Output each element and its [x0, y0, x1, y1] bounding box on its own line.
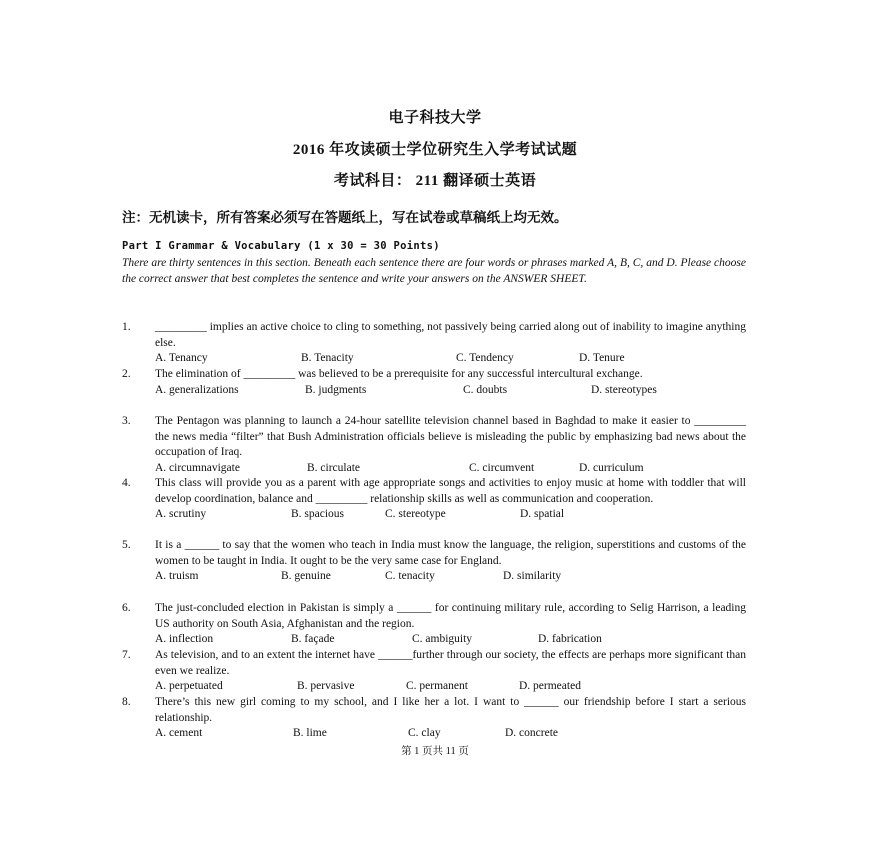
question-options — [155, 461, 746, 477]
option-c: C. tenacity — [385, 570, 435, 583]
option-d: D. curriculum — [579, 461, 644, 474]
question-number: 6. — [122, 602, 131, 614]
question-number: 5. — [122, 539, 131, 551]
question-stem: The Pentagon was planning to launch a 24-hour satellite television channel based in Baghdad to make it easier to _________ the news media “filter” that Bush Administration officials believe is misleading the public by emphasizing bad news about the occupation of Iraq. — [155, 415, 746, 459]
exam-notice: 注：无机读卡，所有答案必须写在答题纸上，写在试卷或草稿纸上均无效。 — [122, 210, 568, 225]
option-a: A. generalizations — [155, 383, 239, 396]
question-stem: The just-concluded election in Pakistan is simply a ______ for continuing military rule, according to Selig Harrison, a leading US authority on South Asia, Afghanistan and the region. — [155, 602, 746, 630]
question-stem: As television, and to an extent the internet have ______further through our society, the effects are perhaps more significant than even we realize. — [155, 649, 746, 677]
part-instructions: There are thirty sentences in this section. Beneath each sentence there are four words or phrases marked A, B, C, and D. Please choose the correct answer that best completes the sentence and write your answers on the ANSWER SHEET. — [122, 257, 746, 285]
question-stem: This class will provide you as a parent with age appropriate songs and activities to enjoy music at home with toddler that will develop coordination, balance and _________ relationship skills as well as communication and cooperation. — [155, 477, 746, 505]
question-options — [155, 569, 746, 585]
question-number: 4. — [122, 477, 131, 489]
question-7 — [122, 648, 746, 695]
question-stem: The elimination of _________ was believed to be a prerequisite for any successful intercultural exchange. — [155, 368, 643, 380]
option-b: B. lime — [293, 727, 327, 740]
question-options — [155, 507, 746, 523]
option-d: D. stereotypes — [591, 383, 657, 396]
option-a: A. circumnavigate — [155, 461, 240, 474]
option-c: C. clay — [408, 727, 441, 740]
question-stem: It is a ______ to say that the women who teach in India must know the language, the religion, superstitions and customs of the women to be taught in India. It ought to be the very same case for England. — [155, 539, 746, 567]
question-6 — [122, 601, 746, 648]
question-number: 1. — [122, 321, 131, 333]
question-stem: _________ implies an active choice to cling to something, not passively being carried along out of inability to imagine anything else. — [155, 321, 746, 349]
option-a: A. perpetuated — [155, 680, 223, 693]
exam-title: 2016 年攻读硕士学位研究生入学考试试题 — [292, 142, 578, 158]
option-d: D. similarity — [503, 570, 562, 583]
option-a: A. Tenancy — [155, 352, 208, 365]
option-c: C. permanent — [406, 680, 468, 693]
question-options — [155, 351, 746, 367]
question-number: 3. — [122, 415, 131, 427]
option-d: D. permeated — [519, 680, 581, 693]
option-d: D. fabrication — [538, 633, 602, 646]
page-footer: 第 1 页共 11 页 — [401, 746, 469, 757]
question-options — [155, 679, 746, 695]
option-c: C. Tendency — [456, 352, 514, 365]
option-d: D. concrete — [505, 727, 558, 740]
university-title: 电子科技大学 — [388, 110, 482, 126]
question-number: 7. — [122, 649, 131, 661]
option-b: B. judgments — [305, 383, 367, 396]
question-options — [155, 383, 746, 399]
option-b: B. circulate — [307, 461, 361, 474]
question-options — [155, 632, 746, 648]
question-options — [155, 726, 746, 742]
option-c: C. doubts — [463, 383, 508, 396]
option-b: B. Tenacity — [301, 352, 354, 365]
exam-subject: 考试科目： 211 翻译硕士英语 — [333, 173, 537, 189]
option-a: A. truism — [155, 570, 199, 583]
option-a: A. cement — [155, 727, 203, 740]
option-d: D. Tenure — [579, 352, 625, 365]
option-b: B. pervasive — [297, 680, 355, 693]
question-5 — [122, 538, 746, 585]
question-2 — [122, 367, 746, 398]
question-1 — [122, 320, 746, 367]
question-number: 8. — [122, 696, 131, 708]
option-c: C. circumvent — [469, 461, 535, 474]
option-d: D. spatial — [520, 508, 565, 521]
question-4 — [122, 476, 746, 523]
option-b: B. genuine — [281, 570, 331, 583]
part-heading: Part I Grammar & Vocabulary (1 x 30 = 30 Points) — [122, 240, 440, 252]
question-stem: There’s this new girl coming to my school, and I like her a lot. I want to ______ our friendship before I start a serious relationship. — [155, 696, 746, 724]
option-a: A. scrutiny — [155, 508, 207, 521]
option-a: A. inflection — [155, 633, 214, 646]
option-c: C. ambiguity — [412, 633, 473, 646]
option-b: B. façade — [291, 633, 335, 646]
question-8 — [122, 695, 746, 742]
option-c: C. stereotype — [385, 508, 446, 521]
question-number: 2. — [122, 368, 131, 380]
question-3 — [122, 414, 746, 476]
option-b: B. spacious — [291, 508, 345, 521]
